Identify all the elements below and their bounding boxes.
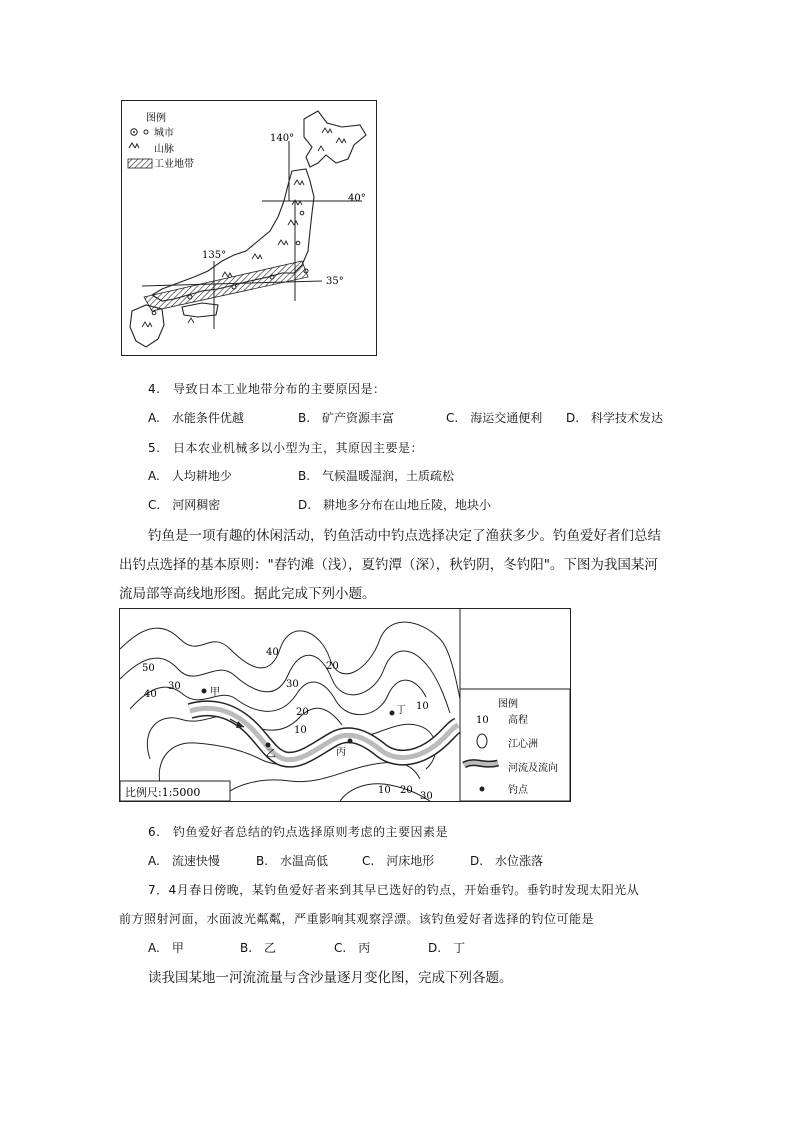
legend-city: 城市 [154, 128, 174, 139]
industrial-zone-icon [128, 159, 152, 168]
fishing-point-jia [202, 689, 207, 694]
intro-line-2: 出钓点选择的基本原则："春钓滩（浅），夏钓潭（深），秋钓阴，冬钓阳"。下图为我国某河 [119, 557, 658, 573]
contour-label: 20 [400, 785, 413, 796]
contour-label: 20 [326, 661, 339, 672]
contour-label: 30 [420, 791, 433, 801]
q6-option-a[interactable]: A. 流速快慢 [148, 854, 220, 868]
contour-label: 30 [286, 679, 299, 690]
legend-title: 图例 [498, 699, 518, 710]
q5-option-d[interactable]: D. 耕地多分布在山地丘陵，地块小 [298, 498, 492, 512]
legend-river: 河流及流向 [508, 763, 558, 774]
label-40: 40° [348, 193, 366, 204]
q6-stem: 6. 钓鱼爱好者总结的钓点选择原则考虑的主要因素是 [148, 825, 448, 839]
q7-option-b[interactable]: B. 乙 [240, 941, 277, 955]
q4-option-d[interactable]: D. 科学技术发达 [566, 411, 664, 425]
legend-fishing-point: 钓点 [508, 785, 528, 796]
q7-option-c[interactable]: C. 丙 [334, 941, 371, 955]
fishing-point-icon [480, 787, 485, 792]
q7-stem-line-1: 7．4月春日傍晚，某钓鱼爱好者来到其早已选好的钓点，开始垂钓。垂钓时发现太阳光从 [148, 883, 640, 897]
japan-map [122, 101, 376, 355]
q5-option-a[interactable]: A. 人均耕地少 [148, 469, 232, 483]
legend-mountain: 山脉 [154, 144, 174, 155]
q6-option-d[interactable]: D. 水位涨落 [470, 854, 544, 868]
contour-lines [120, 622, 460, 801]
label-135: 135° [202, 250, 227, 261]
q5-option-c[interactable]: C. 河网稠密 [148, 498, 221, 512]
contour-label: 40 [266, 647, 279, 658]
contour-label: 10 [416, 701, 429, 712]
q4-option-c[interactable]: C. 海运交通便利 [446, 411, 543, 425]
q7-stem-line-2: 前方照射河面，水面波光粼粼，严重影响其观察浮漂。该钓鱼爱好者选择的钓位可能是 [119, 912, 595, 926]
legend-industrial: 工业地带 [154, 159, 194, 170]
river-contour-map [120, 609, 570, 801]
legend-symbol-elevation: 10 [476, 715, 489, 726]
q6-option-b[interactable]: B. 水温高低 [256, 854, 329, 868]
contour-label: 50 [142, 663, 155, 674]
fishing-point-bing [348, 739, 353, 744]
legend-elevation: 高程 [508, 715, 528, 726]
hokkaido-outline [304, 111, 366, 167]
q7-option-a[interactable]: A. 甲 [148, 941, 184, 955]
intro-line-3: 流局部等高线地形图。据此完成下列小题。 [119, 586, 376, 602]
legend-title: 图例 [146, 113, 166, 124]
contour-label: 30 [168, 681, 181, 692]
scale-label: 比例尺:1:5000 [125, 786, 201, 799]
fishing-point-ding [390, 711, 395, 716]
shikoku-outline [182, 303, 218, 317]
mountain-icon [129, 143, 139, 148]
legend-islet: 江心洲 [508, 739, 538, 750]
intro-line-1: 钓鱼是一项有趣的休闲活动，钓鱼活动中钓点选择决定了渔获多少。钓鱼爱好者们总结 [148, 528, 661, 544]
contour-label: 10 [378, 785, 391, 796]
q4-option-b[interactable]: B. 矿产资源丰富 [298, 411, 395, 425]
q5-stem: 5. 日本农业机械多以小型为主，其原因主要是： [148, 441, 423, 455]
q4-stem: 4. 导致日本工业地带分布的主要原因是： [148, 382, 386, 396]
contour-label: 10 [294, 725, 307, 736]
point-label-jia: 甲 [210, 687, 220, 698]
fishing-point-yi [266, 743, 271, 748]
q4-option-a[interactable]: A. 水能条件优越 [148, 411, 244, 425]
q5-option-b[interactable]: B. 气候温暖湿润，土质疏松 [298, 469, 455, 483]
q7-option-d[interactable]: D. 丁 [428, 941, 466, 955]
point-label-bing: 丙 [336, 747, 346, 758]
label-140: 140° [270, 133, 295, 144]
river-contour-map-figure [119, 608, 571, 802]
point-label-ding: 丁 [396, 705, 406, 716]
label-35: 35° [326, 276, 344, 287]
q6-option-c[interactable]: C. 河床地形 [362, 854, 435, 868]
contour-label: 20 [296, 707, 309, 718]
contour-label: 40 [144, 689, 157, 700]
point-label-yi: 乙 [266, 749, 276, 760]
intro2-text: 读我国某地一河流流量与含沙量逐月变化图，完成下列各题。 [148, 970, 513, 986]
japan-map-figure [121, 100, 377, 356]
